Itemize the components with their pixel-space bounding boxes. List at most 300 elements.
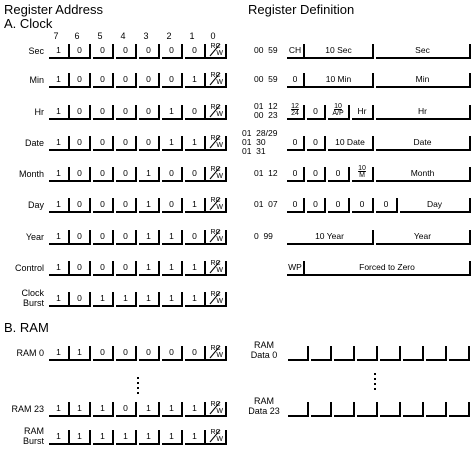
def-control-wp [287,261,305,276]
def-month-0b [307,167,326,182]
bit-number-5: 5 [97,31,103,41]
def-min-min-text: Min [415,74,430,84]
bit-value: 0 [123,74,128,84]
ram-def-0-cell-7 [449,346,470,361]
w-label: W [216,298,223,305]
bit-value: 0 [100,45,105,55]
clock-row-4-bit-5 [162,167,183,182]
bit-value: 0 [169,74,174,84]
clock-row-6-bit-4 [139,230,160,245]
def-year-year-text: Year [413,231,432,241]
bit-value: 0 [100,231,105,241]
clock-row-4-bit-0 [49,167,70,182]
bit-value: 0 [192,106,197,116]
def-day-0b [307,198,326,213]
ram-row-1-bit-0 [49,402,70,417]
rc-w-label [207,401,224,415]
ram-row-1-bit-6 [185,402,206,417]
bit-value: 0 [123,106,128,116]
bit-value: 1 [169,262,174,272]
clock-row-6-bit-3 [116,230,137,245]
ram-row-2-label: RAM Burst [22,426,44,446]
def-month-0c [328,167,350,182]
ram-def-1-cell-1 [311,402,332,417]
clock-row-4-bit-rw [206,167,227,182]
def-sec-ch [287,44,305,59]
def-sec-10sec-text: 10 Sec [325,45,352,55]
ram-row-1-bit-5 [162,402,183,417]
clock-row-3-bit-2 [93,136,114,151]
def-hr-10ap [328,105,350,120]
bit-value: 0 [169,347,174,357]
def-month-0a-text: 0 [292,168,298,178]
clock-row-3-bit-4 [139,136,160,151]
bit-value: 0 [123,168,128,178]
rc-label: RC [210,291,221,298]
def-hr-hr-text: Hr [418,106,427,116]
bit-value: 1 [56,262,61,272]
ram-def-1-cell-5 [403,402,424,417]
bit-value: 0 [169,199,174,209]
clock-row-7-bit-0 [49,261,70,276]
def-month-0c-text: 0 [335,168,341,178]
ram-row-2-bit-5 [162,430,183,445]
bit-value: 1 [146,231,151,241]
rc-label: RC [210,401,221,408]
ram-def-1-cell-3 [357,402,378,417]
clock-row-1-bit-0 [49,73,70,88]
def-day-0c-text: 0 [335,199,341,209]
ram-row-2-bit-6 [185,430,206,445]
clock-row-0-bit-3 [116,44,137,59]
w-label: W [216,173,223,180]
rc-label: RC [210,135,221,142]
w-label: W [216,204,223,211]
def-date-0b-text: 0 [313,137,318,147]
clock-row-5-bit-5 [162,198,183,213]
bit-value: 1 [169,231,174,241]
clock-row-0-bit-5 [162,44,183,59]
rc-w-label [207,72,224,86]
bit-value: 1 [146,293,151,303]
clock-row-7-bit-5 [162,261,183,276]
clock-row-5-bit-3 [116,198,137,213]
bit-value: 0 [100,168,105,178]
def-hr-hr-a-text: Hr [357,106,367,116]
bit-value: 0 [146,74,151,84]
clock-row-5-bit-rw [206,198,227,213]
bit-value: 0 [100,262,105,272]
def-date-10date-text: 10 Date [335,137,365,147]
w-label: W [216,267,223,274]
rc-w-label [207,229,224,243]
ellipsis-dots-address [137,377,139,397]
clock-row-5-bit-2 [93,198,114,213]
def-date-date [376,136,471,151]
clock-row-7-bit-2 [93,261,114,276]
rc-w-label [207,260,224,274]
def-month-10m [352,167,374,182]
clock-row-3-label: Date [24,138,44,148]
ram-def-0-cell-3 [357,346,378,361]
upper: 10 [358,165,366,172]
clock-row-8-bit-4 [139,292,160,307]
bit-value: 0 [123,347,128,357]
def-year-10year [287,230,374,245]
ram-def-1-cell-7 [449,402,470,417]
range-3: 01 28/29 01 30 01 31 [242,127,278,156]
def-min-10min-text: 10 Min [325,74,352,84]
w-label: W [216,236,223,243]
bit-value: 1 [146,431,151,441]
w-label: W [216,111,223,118]
ram-def-0-cell-6 [426,346,447,361]
range-5: 01 07 [254,198,278,209]
rc-label: RC [210,197,221,204]
clock-row-0-bit-1 [70,44,91,59]
clock-row-8-bit-6 [185,292,206,307]
ram-row-1-bit-2 [93,402,114,417]
clock-row-2-bit-4 [139,105,160,120]
bit-value: 1 [100,403,105,413]
rc-w-label [207,197,224,211]
clock-row-8-bit-1 [70,292,91,307]
clock-row-4-label: Month [18,169,44,179]
clock-row-6-bit-rw [206,230,227,245]
def-control-forced-text: Forced to Zero [359,262,415,272]
bit-value: 1 [169,293,174,303]
range-0: 00 59 [254,44,278,55]
clock-row-1-bit-rw [206,73,227,88]
bit-value: 0 [77,293,82,303]
def-day-day [400,198,471,213]
bit-number-6: 6 [74,31,80,41]
bit-value: 0 [192,45,197,55]
bit-value: 1 [56,168,61,178]
clock-row-6-bit-1 [70,230,91,245]
bit-value: 0 [100,74,105,84]
bit-value: 1 [100,293,105,303]
def-day-0a-text: 0 [292,199,298,209]
clock-row-8-bit-3 [116,292,137,307]
clock-row-0-bit-4 [139,44,160,59]
bit-value: 0 [100,106,105,116]
bit-value: 0 [146,106,151,116]
clock-row-8-bit-2 [93,292,114,307]
ram-row-1-bit-1 [70,402,91,417]
def-day-0d [352,198,374,213]
bit-value: 0 [123,262,128,272]
ram-row-2-bit-2 [93,430,114,445]
clock-row-0-bit-0 [49,44,70,59]
clock-row-3-bit-0 [49,136,70,151]
clock-row-6-bit-5 [162,230,183,245]
ram-row-0-bit-6 [185,346,206,361]
rc-w-label [207,345,224,359]
bit-value: 0 [169,168,174,178]
lower: M [359,172,365,179]
def-hr-1224-stack [287,103,303,117]
ram-def-0-cell-2 [334,346,355,361]
rc-w-label [207,291,224,305]
bit-value: 1 [146,403,151,413]
clock-row-2-bit-6 [185,105,206,120]
def-control-forced [305,261,471,276]
bit-value: 0 [146,45,151,55]
bit-number-0: 0 [210,31,216,41]
clock-row-4-bit-4 [139,167,160,182]
def-date-0a [287,136,305,151]
bit-value: 1 [77,347,82,357]
bit-value: 1 [77,403,82,413]
clock-row-4-bit-3 [116,167,137,182]
clock-row-2-bit-1 [70,105,91,120]
clock-row-1-bit-1 [70,73,91,88]
bit-value: 0 [123,137,128,147]
upper: 10 [334,103,342,110]
rc-label: RC [210,43,221,50]
clock-row-4-bit-2 [93,167,114,182]
bit-value: 0 [192,347,197,357]
bit-value: 0 [100,199,105,209]
ram-row-0-bit-4 [139,346,160,361]
ram-def-label-0: RAM Data 0 [250,340,278,360]
def-month-month-text: Month [410,168,435,178]
upper: 12 [291,103,299,110]
clock-row-7-label: Control [14,263,44,273]
bit-value: 1 [146,168,151,178]
clock-row-6-bit-0 [49,230,70,245]
clock-row-0-label: Sec [28,46,44,56]
def-sec-sec [376,44,471,59]
bit-value: 1 [56,231,61,241]
bit-value: 1 [169,106,174,116]
def-date-0a-text: 0 [292,137,298,147]
clock-row-5-bit-0 [49,198,70,213]
bit-value: 1 [77,431,82,441]
bit-value: 1 [169,431,174,441]
ram-row-2-bit-1 [70,430,91,445]
rc-label: RC [210,72,221,79]
bit-value: 0 [192,168,197,178]
clock-row-5-label: Day [27,200,44,210]
bit-value: 1 [192,262,197,272]
bit-value: 0 [146,137,151,147]
bit-value: 0 [77,74,82,84]
clock-row-0-bit-rw [206,44,227,59]
bit-number-2: 2 [166,31,172,41]
def-day-0c [328,198,350,213]
ram-row-0-bit-3 [116,346,137,361]
rc-label: RC [210,104,221,111]
register-address-heading: Register Address [4,2,103,17]
bit-value: 0 [146,347,151,357]
bit-value: 1 [169,137,174,147]
bit-value: 1 [192,293,197,303]
rc-w-label [207,135,224,149]
rc-w-label [207,429,224,443]
def-date-date-text: Date [413,137,432,147]
clock-row-2-bit-3 [116,105,137,120]
w-label: W [216,79,223,86]
range-4: 01 12 [254,167,278,178]
bit-value: 0 [123,231,128,241]
bit-value: 0 [77,137,82,147]
ram-row-0-bit-1 [70,346,91,361]
ram-row-0-bit-5 [162,346,183,361]
rc-label: RC [210,229,221,236]
def-date-10date [328,136,374,151]
bit-value: 1 [100,431,105,441]
ram-def-1-cell-6 [426,402,447,417]
rc-label: RC [210,345,221,352]
def-hr-10ap-stack [328,103,348,117]
def-month-10m-stack [352,165,372,179]
ellipsis-dots-definition [374,373,376,393]
clock-row-7-bit-1 [70,261,91,276]
clock-row-3-bit-5 [162,136,183,151]
rc-label: RC [210,429,221,436]
rc-label: RC [210,260,221,267]
ram-row-0-label: RAM 0 [16,348,44,358]
def-month-0b-text: 0 [313,168,318,178]
bit-value: 0 [77,45,82,55]
def-min-0 [287,73,305,88]
bit-value: 0 [100,137,105,147]
bit-value: 0 [169,45,174,55]
register-definition-heading: Register Definition [248,2,355,17]
ram-row-0-bit-0 [49,346,70,361]
clock-row-3-bit-rw [206,136,227,151]
bit-value: 1 [56,403,61,413]
clock-row-1-bit-4 [139,73,160,88]
w-label: W [216,50,223,57]
clock-row-5-bit-1 [70,198,91,213]
clock-row-0-bit-2 [93,44,114,59]
bit-value: 0 [100,347,105,357]
clock-row-6-bit-6 [185,230,206,245]
clock-row-2-bit-2 [93,105,114,120]
clock-row-8-bit-0 [49,292,70,307]
def-month-0a [287,167,305,182]
ram-row-1-bit-3 [116,402,137,417]
lower: 24 [291,110,299,117]
def-month-month [376,167,471,182]
def-day-0d-text: 0 [359,199,365,209]
def-hr-hr [376,105,471,120]
bit-value: 1 [56,347,61,357]
ram-def-0-cell-0 [288,346,309,361]
rc-w-label [207,166,224,180]
clock-row-6-bit-2 [93,230,114,245]
bit-value: 1 [56,106,61,116]
clock-row-7-bit-4 [139,261,160,276]
clock-row-4-bit-1 [70,167,91,182]
bit-value: 0 [77,106,82,116]
rc-label: RC [210,166,221,173]
clock-row-1-bit-6 [185,73,206,88]
bit-value: 1 [56,74,61,84]
def-date-0b [307,136,326,151]
clock-row-8-label: Clock Burst [21,288,44,308]
bit-value: 1 [56,199,61,209]
def-hr-1224 [287,105,305,120]
clock-row-1-bit-5 [162,73,183,88]
clock-row-7-bit-3 [116,261,137,276]
clock-row-4-bit-6 [185,167,206,182]
ram-row-2-bit-0 [49,430,70,445]
ram-def-1-cell-4 [380,402,401,417]
bit-value: 0 [123,403,128,413]
def-min-0-text: 0 [292,74,298,84]
def-hr-hr-a [352,105,374,120]
ram-def-0-cell-1 [311,346,332,361]
clock-row-7-bit-6 [185,261,206,276]
clock-row-7-bit-rw [206,261,227,276]
clock-row-1-bit-2 [93,73,114,88]
range-2: 01 12 00 23 [254,101,278,120]
clock-row-8-bit-rw [206,292,227,307]
def-day-0b-text: 0 [313,199,318,209]
clock-section-heading: A. Clock [4,16,53,31]
def-sec-ch-text: CH [288,45,302,55]
clock-row-2-label: Hr [34,107,44,117]
bit-value: 0 [77,262,82,272]
bit-value: 1 [123,431,128,441]
bit-value: 1 [123,293,128,303]
def-min-min [376,73,471,88]
def-hr-0 [307,105,326,120]
bit-value: 0 [77,168,82,178]
def-min-10min [305,73,374,88]
rc-w-label [207,104,224,118]
bit-value: 1 [192,199,197,209]
def-sec-10sec [305,44,374,59]
bit-value: 1 [56,431,61,441]
bit-value: 1 [192,431,197,441]
clock-row-3-bit-3 [116,136,137,151]
bit-value: 0 [77,231,82,241]
def-hr-0-text: 0 [313,106,318,116]
ram-def-1-cell-0 [288,402,309,417]
clock-row-1-label: Min [29,75,44,85]
clock-row-3-bit-6 [185,136,206,151]
ram-row-1-label: RAM 23 [11,404,44,414]
range-6: 0 99 [254,230,273,241]
bit-value: 1 [56,293,61,303]
def-year-year [376,230,471,245]
ram-row-2-bit-rw [206,430,227,445]
bit-value: 0 [123,45,128,55]
bit-value: 0 [123,199,128,209]
clock-row-1-bit-3 [116,73,137,88]
range-1: 00 59 [254,73,278,84]
w-label: W [216,142,223,149]
clock-row-2-bit-5 [162,105,183,120]
bit-value: 1 [56,45,61,55]
bit-value: 1 [192,137,197,147]
ram-row-0-bit-rw [206,346,227,361]
bit-value: 1 [192,403,197,413]
def-day-0e-text: 0 [383,199,389,209]
w-label: W [216,408,223,415]
ram-row-2-bit-4 [139,430,160,445]
lower: A/P [332,110,344,117]
def-year-10year-text: 10 Year [315,231,344,241]
bit-value: 0 [77,199,82,209]
ram-row-1-bit-4 [139,402,160,417]
def-day-0e [376,198,398,213]
